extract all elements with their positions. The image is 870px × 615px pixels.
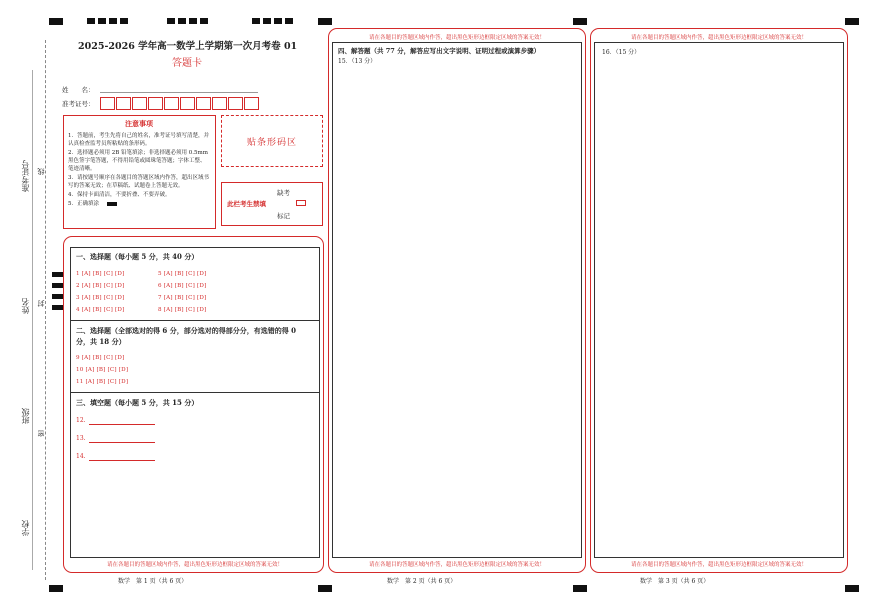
timing-mark [178, 18, 186, 24]
warning-text: 请在各题目的答题区域内作答，超出黑色矩形边框限定区域的答案无效！ [630, 35, 807, 41]
choice-row[interactable]: 10 [A] [B] [C] [D] [76, 367, 129, 373]
notice-item: 4．保持卡面清洁，不要折叠、不要弄破。 [68, 192, 171, 198]
warning-text: 请在各题目的答题区域内作答，超出黑色矩形边框限定区域的答案无效！ [368, 562, 545, 568]
fill-blank-label: 13. [76, 435, 86, 442]
timing-mark [49, 585, 63, 592]
fill-blank-line[interactable] [89, 460, 155, 461]
timing-mark [573, 585, 587, 592]
timing-mark [167, 18, 175, 24]
timing-mark [318, 18, 332, 25]
timing-mark [263, 18, 271, 24]
timing-mark [318, 585, 332, 592]
page-footer: 数学 第 3 页（共 6 页） [640, 578, 710, 585]
timing-mark [274, 18, 282, 24]
id-cell[interactable] [244, 97, 259, 110]
binding-line [32, 70, 33, 570]
choice-row[interactable]: 5 [A] [B] [C] [D] [158, 271, 207, 277]
class-label: 班级 [21, 408, 30, 424]
page-footer: 数学 第 1 页（共 6 页） [118, 578, 188, 585]
notice-title: 注意事项 [125, 119, 153, 128]
absent-bottom: 标记 [277, 212, 290, 220]
section3-title: 三、填空题（每小题 5 分，共 15 分） [76, 398, 199, 407]
id-cell[interactable] [164, 97, 179, 110]
filled-bubble-example [107, 202, 117, 206]
name-field-label: 姓 名： [62, 86, 95, 94]
section1-title: 一、选择题（每小题 5 分，共 40 分） [76, 252, 199, 261]
notice-item: 1．答题前，考生先将自己的姓名，准考证号填写清楚，并认真检查监考员所粘贴的条形码。 [68, 133, 210, 147]
timing-mark [285, 18, 293, 24]
id-label: 准考证号 [21, 160, 30, 192]
id-cell[interactable] [228, 97, 243, 110]
warning-text: 请在各题目的答题区域内作答，超出黑色矩形边框限定区域的答案无效！ [630, 562, 807, 568]
fill-blank-label: 14. [76, 453, 86, 460]
notice-box [63, 115, 216, 229]
choice-row[interactable]: 7 [A] [B] [C] [D] [158, 295, 207, 301]
id-cell[interactable] [196, 97, 211, 110]
name-label: 姓名 [21, 298, 30, 314]
absent-label: 此栏考生禁填 [227, 200, 266, 208]
choice-row[interactable]: 11 [A] [B] [C] [D] [76, 379, 129, 385]
name-field[interactable] [100, 92, 258, 93]
absent-top: 缺考 [277, 189, 290, 197]
id-cell[interactable] [132, 97, 147, 110]
choice-row[interactable]: 2 [A] [B] [C] [D] [76, 283, 125, 289]
timing-mark [120, 18, 128, 24]
absent-box [221, 182, 323, 226]
warning-text: 请在各题目的答题区域内作答，超出黑色矩形边框限定区域的答案无效！ [368, 35, 545, 41]
notice-item: 2．选择题必须用 2B 铅笔填涂；非选择题必须用 0.5mm 黑色签字笔答题，不得用铅笔或圆珠笔答题；字体工整、笔迹清晰。 [68, 150, 208, 172]
notice-item: 3．请按题号顺序在各题目的答题区域内作答，超出区域书写的答案无效；在草稿纸、试题卷上答题无效。 [68, 175, 210, 189]
question-16-label: 16．（15 分） [602, 49, 641, 56]
page-footer: 数学 第 2 页（共 6 页） [387, 578, 457, 585]
school-label: 学校 [21, 520, 30, 536]
timing-mark [49, 18, 63, 25]
page-title: 2025-2026 学年高一数学上学期第一次月考卷 01 [78, 41, 298, 52]
page3-answer-frame[interactable] [594, 42, 844, 558]
absent-mark-box[interactable] [296, 200, 306, 206]
timing-mark [87, 18, 95, 24]
choice-row[interactable]: 9 [A] [B] [C] [D] [76, 355, 125, 361]
warning-text: 请在各题目的答题区域内作答，超出黑色矩形边框限定区域的答案无效！ [106, 562, 283, 568]
id-cell[interactable] [116, 97, 131, 110]
cut-label: 封 [37, 300, 45, 307]
choice-row[interactable]: 6 [A] [B] [C] [D] [158, 283, 207, 289]
id-field-label: 准考证号： [62, 100, 95, 108]
choice-row[interactable]: 3 [A] [B] [C] [D] [76, 295, 125, 301]
id-cell[interactable] [180, 97, 195, 110]
section-divider [70, 392, 320, 393]
barcode-label: 贴条形码区 [246, 137, 297, 148]
timing-mark [252, 18, 260, 24]
timing-mark [845, 18, 859, 25]
id-cell[interactable] [100, 97, 115, 110]
section2-title: 二、选择题（全部选对的得 6 分，部分选对的得部分分，有选错的得 0 [76, 326, 297, 335]
notice-item: 5．正确填涂 [68, 201, 99, 207]
id-field[interactable] [100, 97, 260, 110]
id-cell[interactable] [148, 97, 163, 110]
page2-answer-frame[interactable] [332, 42, 582, 558]
id-cell[interactable] [212, 97, 227, 110]
timing-mark [109, 18, 117, 24]
choice-row[interactable]: 1 [A] [B] [C] [D] [76, 271, 125, 277]
section-divider [70, 320, 320, 321]
fill-blank-label: 12. [76, 417, 86, 424]
timing-mark [189, 18, 197, 24]
binding-line [45, 40, 46, 580]
choice-row[interactable]: 4 [A] [B] [C] [D] [76, 307, 125, 313]
timing-mark [200, 18, 208, 24]
question-15-label: 15．（13 分） [338, 58, 377, 65]
timing-mark [98, 18, 106, 24]
section4-title: 四、解答题（共 77 分，解答应写出文字说明、证明过程或演算步骤） [338, 47, 541, 55]
cut-label: 密 [37, 430, 45, 437]
card-subtitle: 答题卡 [172, 58, 202, 69]
timing-mark [845, 585, 859, 592]
fill-blank-line[interactable] [89, 424, 155, 425]
timing-mark [573, 18, 587, 25]
fill-blank-line[interactable] [89, 442, 155, 443]
cut-label: 线 [37, 168, 45, 175]
section2-title-cont: 分，共 18 分） [76, 337, 126, 346]
choice-row[interactable]: 8 [A] [B] [C] [D] [158, 307, 207, 313]
barcode-area [221, 115, 323, 167]
